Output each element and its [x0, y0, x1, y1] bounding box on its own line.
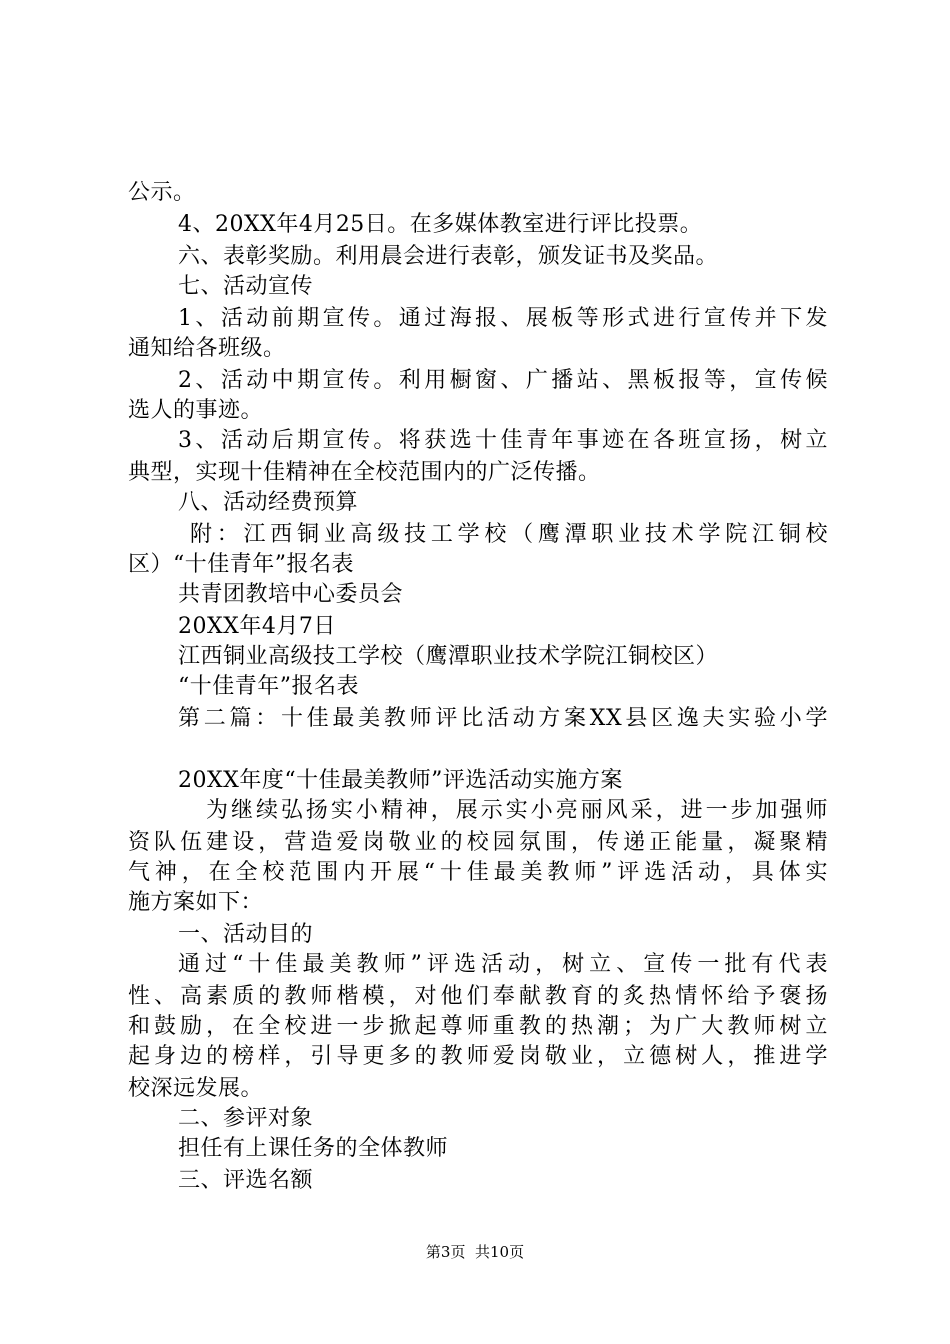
text-line: 附：江西铜业高级技工学校（鹰潭职业技术学院江铜校 [190, 522, 828, 547]
text-line: 性、高素质的教师楷模，对他们奉献教育的炙热情怀给予褒扬 [128, 984, 828, 1009]
text-line: 担任有上课任务的全体教师 [178, 1136, 449, 1161]
text-line: 公示。 [128, 180, 196, 205]
text-line: 起身边的榜样，引导更多的教师爱岗敬业，立德树人，推进学 [128, 1044, 828, 1069]
text-line: 为继续弘扬实小精神，展示实小亮丽风采，进一步加强师 [206, 798, 828, 823]
text-line: 3、活动后期宣传。将获选十佳青年事迹在各班宣扬，树立 [178, 428, 828, 453]
text-line: 校深远发展。 [128, 1076, 264, 1101]
text-line: 1、活动前期宣传。通过海报、展板等形式进行宣传并下发 [178, 306, 828, 331]
text-line: 江西铜业高级技工学校（鹰潭职业技术学院江铜校区） [178, 644, 719, 669]
text-line: “十佳青年”报名表 [178, 674, 359, 699]
text-line: 资队伍建设，营造爱岗敬业的校园氛围，传递正能量，凝聚精 [128, 830, 828, 855]
text-line: 区）“十佳青年”报名表 [128, 552, 354, 577]
text-line: 典型，实现十佳精神在全校范围内的广泛传播。 [128, 460, 601, 485]
section-heading: 三、评选名额 [178, 1168, 314, 1193]
text-line: 和鼓励，在全校进一步掀起尊师重教的热潮；为广大教师树立 [128, 1014, 828, 1039]
text-line: 施方案如下： [128, 890, 264, 915]
text-line: 4、20XX年4月25日。在多媒体教室进行评比投票。 [178, 212, 703, 237]
section-heading: 第二篇：十佳最美教师评比活动方案XX县区逸夫实验小学 [178, 706, 828, 731]
page-footer: 第3页 共10页 [425, 1243, 525, 1261]
section-heading: 一、活动目的 [178, 922, 314, 947]
document-title: 20XX年度“十佳最美教师”评选活动实施方案 [178, 768, 623, 793]
text-line: 通过“十佳最美教师”评选活动，树立、宣传一批有代表 [178, 952, 828, 977]
section-heading: 八、活动经费预算 [178, 490, 359, 515]
text-line: 2、活动中期宣传。利用橱窗、广播站、黑板报等，宣传候 [178, 368, 828, 393]
text-line: 20XX年4月7日 [178, 614, 336, 639]
text-line: 气神，在全校范围内开展“十佳最美教师”评选活动，具体实 [128, 860, 828, 885]
text-line: 六、表彰奖励。利用晨会进行表彰，颁发证书及奖品。 [178, 244, 719, 269]
section-heading: 七、活动宣传 [178, 274, 314, 299]
text-line: 共青团教培中心委员会 [178, 582, 404, 607]
section-heading: 二、参评对象 [178, 1106, 314, 1131]
text-line: 通知给各班级。 [128, 336, 286, 361]
text-line: 选人的事迹。 [128, 398, 264, 423]
